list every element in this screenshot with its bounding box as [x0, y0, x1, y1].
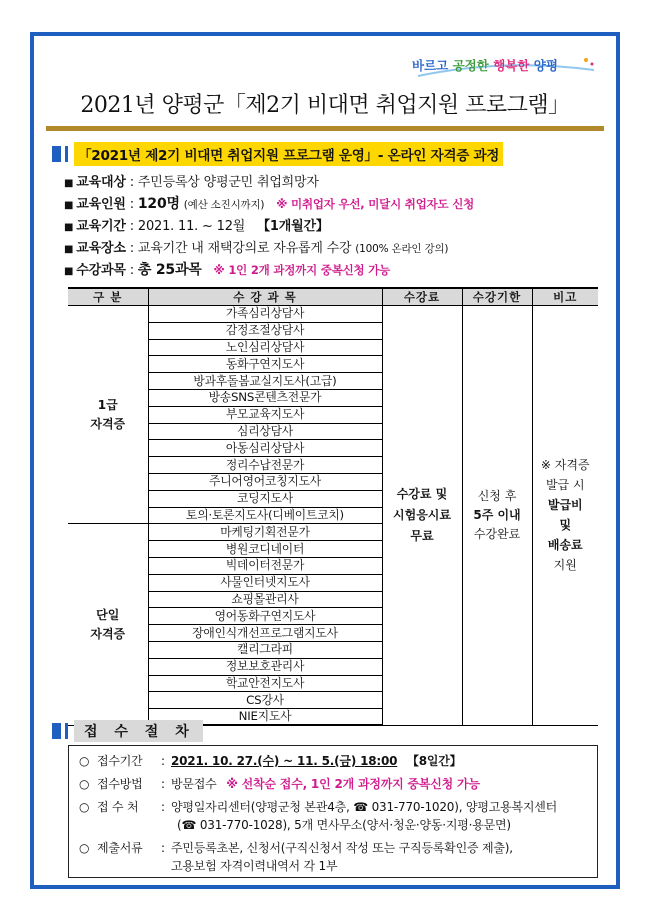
info-extra: 【1개월간】: [257, 219, 329, 234]
info-value: 주민등록상 양평군민 취업희망자: [137, 175, 319, 190]
bullet-icon: ■: [64, 222, 74, 233]
logo-word-2: 공정한: [452, 58, 489, 73]
group-name-line1: 단일: [96, 607, 120, 622]
colon: :: [129, 175, 134, 190]
procedure-row-method: [79, 775, 587, 793]
course-name: 빅데이터전문가: [148, 557, 382, 574]
colon: :: [161, 777, 165, 791]
application-method: 방문접수: [171, 777, 217, 791]
info-remark: ※ 1인 2개 과정까지 중복신청 가능: [213, 263, 391, 277]
application-method-remark: ※ 선착순 접수, 1인 2개 과정까지 중복신청 가능: [226, 777, 480, 791]
circle-bullet-icon: ○: [79, 754, 90, 768]
procedure-value: [171, 775, 587, 793]
info-value: 교육기간 내 재택강의로 자유롭게 수강: [137, 241, 352, 256]
required-docs-line2: 고용보험 자격이력내역서 각 1부: [171, 859, 338, 873]
course-name: 쇼핑몰관리사: [148, 591, 382, 608]
logo-word-4: 양평: [533, 58, 558, 73]
info-courses: [64, 259, 604, 279]
procedure-value: [171, 839, 587, 875]
bullet-icon: ■: [64, 200, 74, 211]
colon: :: [161, 841, 165, 855]
info-remark: ※ 미취업자 우선, 미달시 취업자도 신청: [276, 197, 475, 211]
procedure-row-period: [79, 752, 587, 770]
course-name: 주니어영어코칭지도사: [148, 473, 382, 490]
fee-cell-line: 수강료 및: [396, 486, 448, 501]
colon: :: [129, 263, 134, 278]
procedure-label: 접 수 처: [97, 800, 139, 814]
procedure-label: 접수기간: [97, 754, 143, 768]
course-table-body: [68, 288, 598, 725]
info-note: (100% 온라인 강의): [355, 243, 449, 255]
application-period-extra: 【8일간】: [406, 754, 462, 768]
note-cell: [532, 306, 598, 726]
application-place-line2: (☎ 031-770-1028), 5개 면사무소(양서·청운·양동·지평·용문면): [177, 818, 511, 832]
colon: :: [161, 754, 165, 768]
group-name-line1: 1급: [97, 397, 118, 412]
course-name: 사물인터넷지도사: [148, 574, 382, 591]
course-name: 가족심리상담사: [148, 306, 382, 323]
note-cell-line: 발급 시: [545, 478, 585, 493]
course-name: NIE지도사: [148, 709, 382, 726]
course-name: 장애인식개선프로그램지도사: [148, 625, 382, 642]
course-name: 방과후돌봄교실지도사(고급): [148, 373, 382, 390]
column-header: 수 강 과 목: [148, 288, 382, 306]
course-name: 동화구연지도사: [148, 356, 382, 373]
course-name: 정리수납전문가: [148, 457, 382, 474]
info-value: 120명: [137, 196, 180, 212]
period-cell-line: 5주 이내: [473, 507, 521, 522]
column-header: 구 분: [68, 288, 148, 306]
procedure-row-docs: [79, 839, 587, 875]
title-underline: [46, 126, 604, 131]
bullet-icon: ■: [64, 244, 74, 255]
column-header: 비고: [532, 288, 598, 306]
course-name: 병원코디네이터: [148, 541, 382, 558]
info-place: [64, 237, 604, 256]
period-cell: [462, 306, 532, 726]
info-value: 총 25과목: [137, 262, 202, 278]
section-heading-text: 「2021년 제2기 비대면 취업지원 프로그램 운영」- 온라인 자격증 과정: [74, 142, 503, 166]
period-cell-line: 수강완료: [473, 526, 521, 541]
course-name: 영어동화구연지도사: [148, 608, 382, 625]
circle-bullet-icon: ○: [79, 800, 90, 814]
colon: :: [129, 219, 134, 234]
colon: :: [161, 800, 165, 814]
heading-marker-icon: [52, 723, 61, 739]
fee-cell: [382, 306, 462, 726]
fee-cell-line: 무료: [410, 528, 434, 543]
course-name: 아동심리상담사: [148, 440, 382, 457]
note-cell-line: 지원: [553, 558, 577, 573]
application-place-line1: 양평일자리센터(양평군청 본관4층, ☎ 031-770-1020), 양평고용복지센터: [171, 800, 558, 814]
course-name: 학교안전지도사: [148, 675, 382, 692]
procedure-value: [171, 798, 587, 834]
group-cell: [68, 306, 148, 524]
period-cell-line: 신청 후: [477, 488, 517, 503]
info-value: 2021. 11. ~ 12월: [137, 219, 246, 234]
application-period: 2021. 10. 27.(수) ~ 11. 5.(금) 18:00: [171, 754, 398, 768]
note-cell-line: 발급비: [547, 498, 583, 513]
section-heading: [52, 142, 604, 166]
procedure-heading: [52, 720, 203, 742]
table-row: [68, 306, 598, 323]
procedure-value: [171, 752, 587, 770]
course-name: 감정조절상담사: [148, 322, 382, 339]
note-cell-line: ※ 자격증: [540, 458, 590, 473]
course-name: 부모교육지도사: [148, 406, 382, 423]
course-name: 코딩지도사: [148, 490, 382, 507]
course-name: 정보보호관리사: [148, 658, 382, 675]
colon: :: [129, 197, 134, 212]
info-period: [64, 215, 604, 234]
info-label: 수강과목: [76, 263, 126, 278]
heading-marker-icon: [65, 146, 68, 162]
course-name: CS강사: [148, 692, 382, 709]
fee-cell-line: 시험응시료: [393, 507, 451, 522]
info-note: (예산 소진시까지): [183, 199, 265, 211]
logo-word-1: 바르고: [412, 58, 449, 73]
column-header: 수강료: [382, 288, 462, 306]
colon: :: [129, 241, 134, 256]
info-people: [64, 193, 604, 213]
info-target: [64, 171, 604, 190]
heading-marker-icon: [65, 723, 68, 739]
info-label: 교육대상: [76, 175, 126, 190]
bullet-icon: ■: [64, 266, 74, 277]
column-header: 수강기한: [462, 288, 532, 306]
info-label: 교육기간: [76, 219, 126, 234]
course-table: [68, 287, 598, 726]
group-name-line2: 자격증: [90, 416, 126, 431]
group-cell: [68, 524, 148, 726]
note-cell-line: 및: [559, 518, 572, 533]
county-logo: [406, 44, 598, 78]
course-name: 캘리그라피: [148, 641, 382, 658]
procedure-label: 접수방법: [97, 777, 143, 791]
page-title: 2021년 양평군「제2기 비대면 취업지원 프로그램」: [80, 93, 570, 118]
course-name: 심리상담사: [148, 423, 382, 440]
procedure-row-place: [79, 798, 587, 834]
course-name: 토의·토론지도사(디베이트코치): [148, 507, 382, 524]
circle-bullet-icon: ○: [79, 777, 90, 791]
circle-bullet-icon: ○: [79, 841, 90, 855]
bullet-icon: ■: [64, 178, 74, 189]
logo-word-3: 행복한: [493, 58, 530, 73]
info-label: 교육장소: [76, 241, 126, 256]
table-header-row: [68, 288, 598, 306]
required-docs-line1: 주민등록초본, 신청서(구직신청서 작성 또는 구직등록확인증 제출),: [171, 841, 513, 855]
course-name: 노인심리상담사: [148, 339, 382, 356]
course-name: 마케팅기획전문가: [148, 524, 382, 541]
procedure-heading-text: 접 수 절 차: [74, 720, 203, 742]
group-name-line2: 자격증: [90, 626, 126, 641]
info-label: 교육인원: [76, 197, 126, 212]
procedure-label: 제출서류: [97, 841, 143, 855]
heading-marker-icon: [52, 146, 61, 162]
procedure-box: [68, 745, 598, 878]
course-name: 방송SNS콘텐츠전문가: [148, 389, 382, 406]
note-cell-line: 배송료: [547, 538, 583, 553]
